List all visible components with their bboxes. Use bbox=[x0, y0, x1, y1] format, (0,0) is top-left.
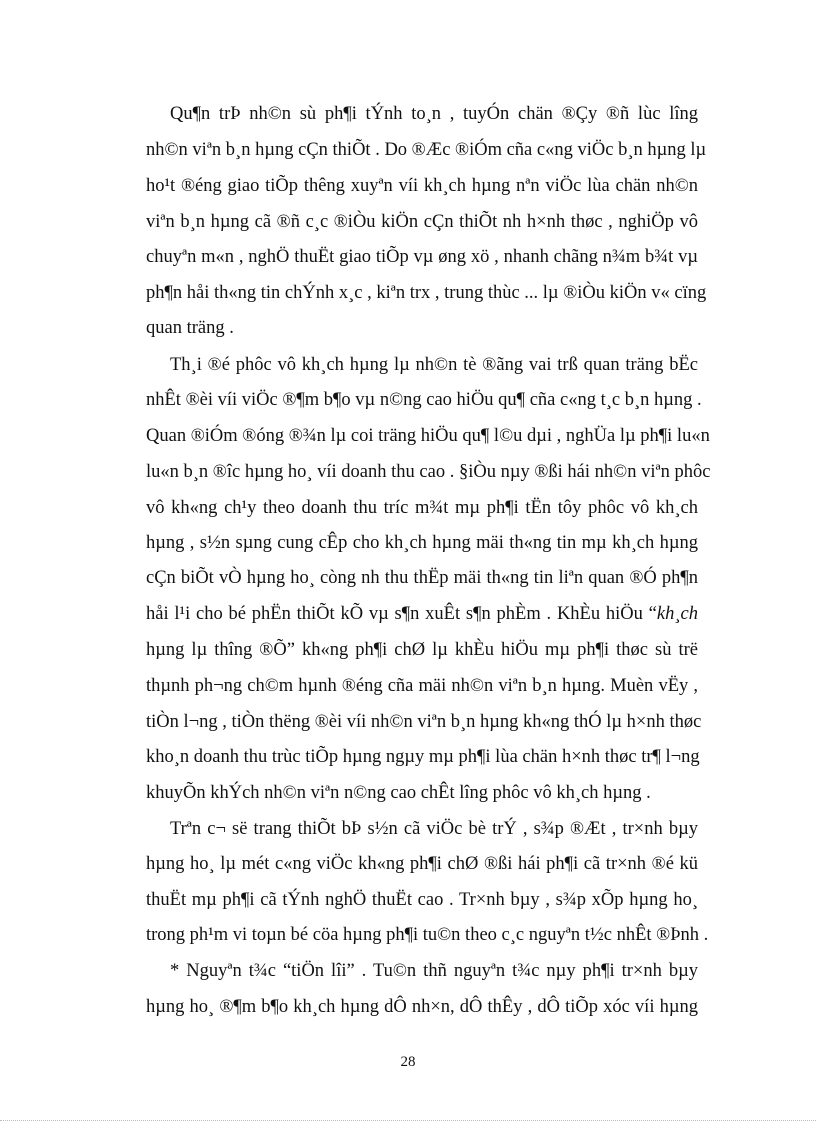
paragraph-2-line-13: khuyÕn khÝch nh©n viªn n©ng cao chÊt lîng phôc vô kh¸ch hµng . bbox=[146, 783, 651, 803]
page-bottom-divider bbox=[0, 1120, 816, 1121]
paragraph-2-line-3: Quan ®iÓm ®óng ®¾n lµ coi träng hiÖu qu¶ l©u dµi , nghÜa lµ ph¶i lu«n bbox=[146, 426, 710, 446]
paragraph-2-line-5: vô kh«ng ch¹y theo doanh thu tríc m¾t mµ ph¶i tËn tôy phôc vô kh¸ch bbox=[146, 498, 698, 518]
paragraph-2-line-8 bbox=[146, 602, 698, 626]
paragraph-2-line-12: kho¸n doanh thu trùc tiÕp hµng ngµy mµ ph¶i lùa chän h×nh thøc tr¶ l¬ng bbox=[146, 747, 700, 767]
paragraph-1-line-7: quan träng . bbox=[146, 318, 234, 338]
paragraph-2-line-7: cÇn biÕt vÒ hµng ho¸ còng nh thu thËp mäi th«ng tin liªn quan ®Ó ph¶n bbox=[146, 568, 698, 588]
paragraph-2-line-1: Th¸i ®é phôc vô kh¸ch hµng lµ nh©n tè ®ãng vai trß quan träng bËc bbox=[170, 355, 698, 375]
paragraph-1-line-3: ho¹t ®éng giao tiÕp thêng xuyªn víi kh¸ch hµng nªn viÖc lùa chän nh©n bbox=[146, 176, 698, 196]
paragraph-1-line-1: Qu¶n trÞ nh©n sù ph¶i tÝnh to¸n , tuyÓn chän ®Çy ®ñ lùc lîng bbox=[170, 104, 698, 124]
paragraph-3-line-2: hµng ho¸ lµ mét c«ng viÖc kh«ng ph¶i chØ ®ßi hái ph¶i cã tr×nh ®é kü bbox=[146, 854, 698, 874]
paragraph-1-line-5: chuyªn m«n , nghÖ thuËt giao tiÕp vµ øng xö , nhanh chãng n¾m b¾t vµ bbox=[146, 247, 698, 267]
paragraph-2-line-6: hµng , s½n sµng cung cÊp cho kh¸ch hµng mäi th«ng tin mµ kh¸ch hµng bbox=[146, 533, 698, 553]
paragraph-1-line-2: nh©n viªn b¸n hµng cÇn thiÕt . Do ®Æc ®iÓm cña c«ng viÖc b¸n hµng lµ bbox=[146, 140, 707, 160]
paragraph-2-line-2: nhÊt ®èi víi viÖc ®¶m b¶o vµ n©ng cao hiÖu qu¶ cña c«ng t¸c b¸n hµng . bbox=[146, 390, 702, 410]
slogan-italic-start: kh¸ch bbox=[656, 604, 698, 624]
paragraph-1-line-6: ph¶n håi th«ng tin chÝnh x¸c , kiªn trx , trung thùc ... lµ ®iÒu kiÖn v« cïng bbox=[146, 283, 707, 303]
page-number: 28 bbox=[400, 1054, 416, 1070]
paragraph-2-line-9: hµng lµ thîng ®Õ” kh«ng ph¶i chØ lµ khÈu hiÖu mµ ph¶i thøc sù trë bbox=[146, 640, 698, 660]
paragraph-3-line-1: Trªn c¬ së trang thiÕt bÞ s½n cã viÖc bè trÝ , s¾p ®Æt , tr×nh bµy bbox=[170, 819, 698, 839]
paragraph-4-line-2: hµng ho¸ ®¶m b¶o kh¸ch hµng dÔ nh×n, dÔ thÊy , dÔ tiÕp xóc víi hµng bbox=[146, 997, 698, 1017]
paragraph-4-line-1: * Nguyªn t¾c “tiÖn lîi” . Tu©n thñ nguyªn t¾c nµy ph¶i tr×nh bµy bbox=[170, 961, 698, 981]
paragraph-2-line-4: lu«n b¸n ®îc hµng ho¸ víi doanh thu cao . §iÒu nµy ®ßi hái nh©n viªn phôc bbox=[146, 462, 711, 482]
paragraph-3-line-4: trong ph¹m vi toµn bé cöa hµng ph¶i tu©n theo c¸c nguyªn t½c nhÊt ®Þnh . bbox=[146, 925, 709, 945]
paragraph-2-line-11: tiÒn l¬ng , tiÒn thëng ®èi víi nh©n viªn b¸n hµng kh«ng thÓ lµ h×nh thøc bbox=[146, 712, 702, 732]
paragraph-2-line-10: thµnh ph¬ng ch©m hµnh ®éng cña mäi nh©n viªn b¸n hµng. Muèn vËy , bbox=[146, 676, 698, 696]
paragraph-1-line-4: viªn b¸n hµng cã ®ñ c¸c ®iÒu kiÖn cÇn thiÕt nh h×nh thøc , nghiÖp vô bbox=[146, 212, 698, 232]
paragraph-2-line-8-text: håi l¹i cho bé phËn thiÕt kÕ vµ s¶n xuÊt s¶n phÈm . KhÈu hiÖu “ bbox=[146, 604, 657, 624]
paragraph-3-line-3: thuËt mµ ph¶i cã tÝnh nghÖ thuËt cao . Tr×nh bµy , s¾p xÕp hµng ho¸ bbox=[146, 890, 698, 910]
